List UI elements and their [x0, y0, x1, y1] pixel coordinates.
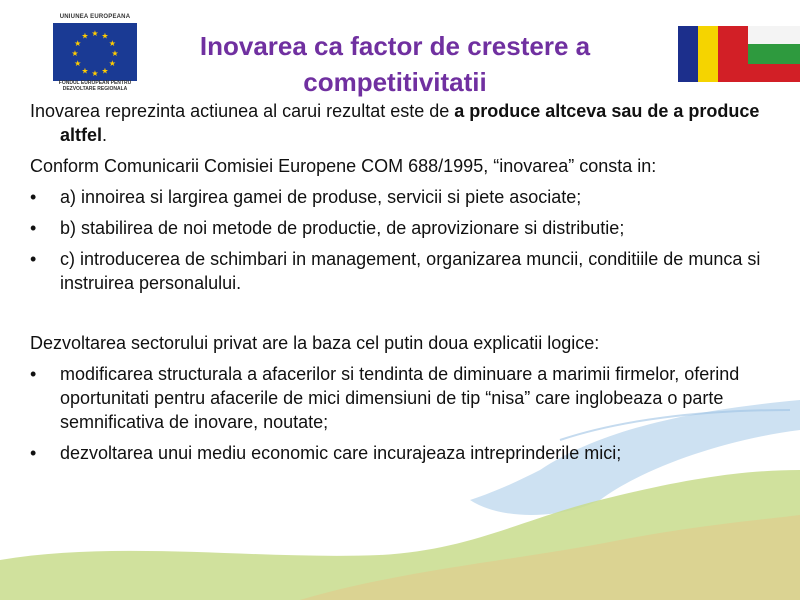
intro-bold-text: a produce altceva sau de a produce altfel	[60, 101, 760, 145]
bullet-icon: •	[30, 443, 37, 463]
svg-text:★: ★	[81, 31, 89, 41]
bulgaria-flag-white-stripe	[748, 26, 800, 44]
svg-text:★: ★	[101, 66, 109, 76]
eu-stars-icon	[53, 23, 137, 81]
eu-logo-bottom-text	[48, 80, 142, 92]
svg-text:★: ★	[91, 29, 99, 38]
bulgaria-flag-green-stripe	[748, 44, 800, 64]
list-item-dezvoltarea-mediu-text: dezvoltarea unui mediu economic care incurajeaza intreprinderile mici;	[60, 443, 622, 463]
romania-bulgaria-flags-icon	[678, 26, 800, 82]
list-item-a	[30, 185, 770, 209]
bullet-icon: •	[30, 249, 37, 269]
conform-paragraph: Conform Comunicarii Comisiei Europene COM 688/1995, “inovarea” consta in:	[30, 156, 657, 176]
list-item-b	[30, 216, 770, 240]
bullet-icon: •	[30, 218, 37, 238]
svg-text:★: ★	[101, 31, 109, 41]
svg-text:★: ★	[74, 39, 82, 48]
svg-text:★: ★	[71, 49, 79, 58]
eu-logo	[48, 14, 142, 94]
dezvoltarea-paragraph: Dezvoltarea sectorului privat are la baza cel putin doua explicatii logice:	[30, 333, 600, 353]
romania-flag-blue-stripe	[678, 26, 698, 82]
intro-text: Inovarea reprezinta actiunea al carui rezultat este de	[30, 101, 455, 121]
list-item-dezvoltarea-mediu	[30, 441, 770, 465]
svg-text:★: ★	[81, 66, 89, 76]
list-item-modificarea-text: modificarea structurala a afacerilor si tendinta de diminuare a marimii firmelor, oferind oportunitati pentru afacerile de mici dimensiuni de tip “nisa” care inglobeaza o parte semnificativa de inovare, noutate;	[60, 364, 740, 432]
romania-flag-yellow-stripe	[698, 26, 718, 82]
intro-end: .	[102, 125, 108, 145]
bullet-icon: •	[30, 187, 37, 207]
intro-paragraph	[30, 99, 770, 147]
list-item-a-text: a) innoirea si largirea gamei de produse, servicii si piete asociate;	[60, 187, 582, 207]
svg-text:★: ★	[108, 59, 116, 68]
eu-logo-top-text: UNIUNEA EUROPEANA	[59, 14, 131, 20]
slide-title-line1: Inovarea ca factor de crestere a	[199, 31, 591, 61]
bulgaria-flag-red-stripe	[748, 64, 800, 82]
list-item-modificarea	[30, 362, 770, 434]
slide-title-line2: competitivitatii	[303, 67, 487, 97]
svg-text:★: ★	[91, 69, 99, 78]
bullet-icon: •	[30, 364, 37, 384]
eu-logo-bottom-line1: FONDUL EUROPEAN PENTRU	[58, 80, 132, 86]
list-item-c-text: c) introducerea de schimbari in management, organizarea muncii, conditiile de munca si instruirea personalului.	[60, 249, 761, 293]
svg-text:★: ★	[108, 39, 116, 48]
list-item-c	[30, 247, 770, 295]
slide-title	[150, 28, 640, 100]
eu-flag	[53, 23, 137, 81]
list-item-b-text: b) stabilirea de noi metode de productie, de aprovizionare si distributie;	[60, 218, 625, 238]
slide-content	[30, 99, 770, 465]
svg-text:★: ★	[111, 49, 119, 58]
eu-logo-bottom-line2: DEZVOLTARE REGIONALA	[62, 86, 128, 92]
svg-text:★: ★	[74, 59, 82, 68]
romania-flag-red-stripe	[718, 26, 748, 82]
